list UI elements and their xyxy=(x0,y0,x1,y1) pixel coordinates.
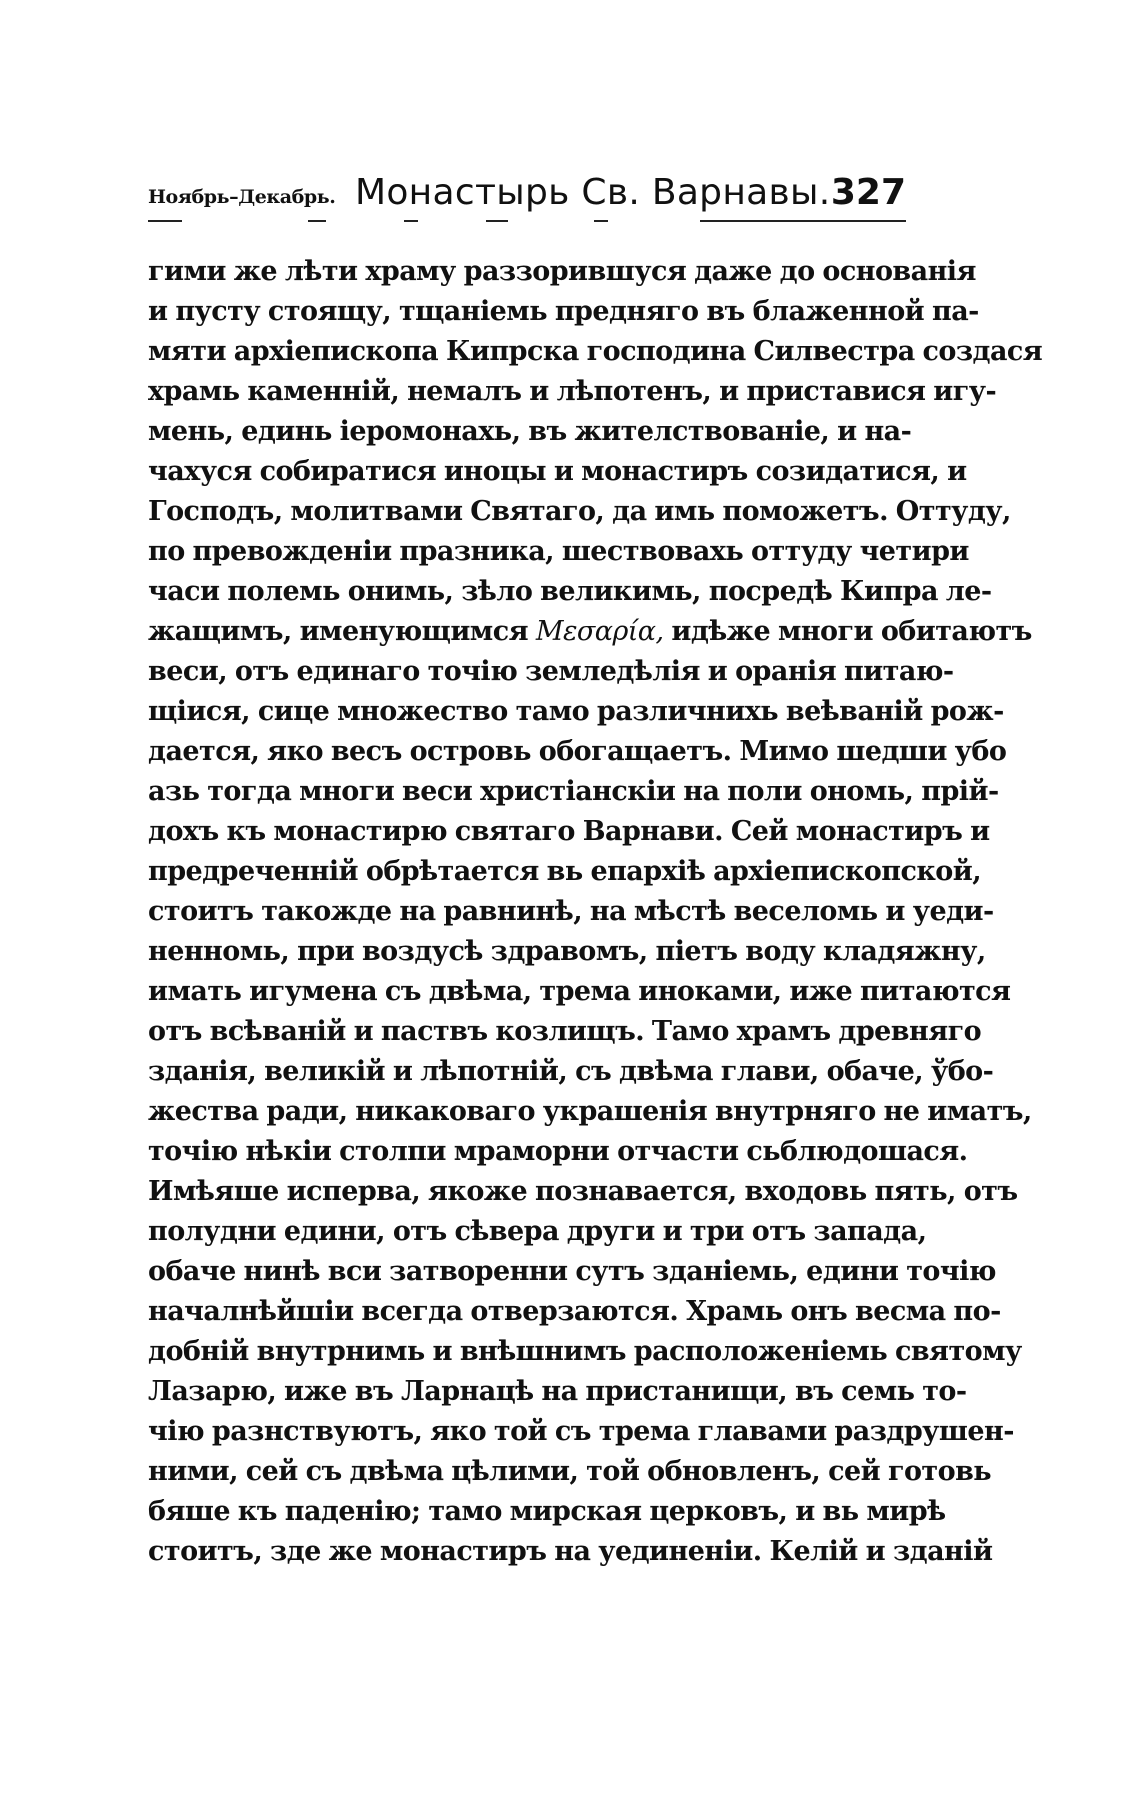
text-line: гими же лѣти храму раззорившуся даже до основанія xyxy=(148,256,976,287)
body-text xyxy=(148,252,1043,1572)
text-line: добній внутрнимь и внѣшнимъ расположеніемь святому xyxy=(148,1336,1022,1367)
text-line: щіися, сице множество тамо различнихь веѣваній рож- xyxy=(148,696,1004,727)
text-line: отъ всѣваній и паствъ козлищъ. Тамо храмъ древняго xyxy=(148,1016,982,1047)
greek-word-mesaria: Μεσαρία, xyxy=(535,616,664,647)
text-line: Имѣяше исперва, якоже познавается, входовь пять, отъ xyxy=(148,1176,1018,1207)
text-line: предреченній обрѣтается вь епархіѣ архіепископской, xyxy=(148,856,982,887)
text-line: имать игумена съ двѣма, трема иноками, иже питаются xyxy=(148,976,1011,1007)
header-rule-segment xyxy=(404,220,418,222)
page-number: 327 xyxy=(830,172,906,213)
text-line: чахуся собиратися иноцы и монастиръ созидатися, и xyxy=(148,456,967,487)
text-line: началнѣйшіи всегда отверзаются. Храмь онъ весма по- xyxy=(148,1296,1001,1327)
text-line-with-greek xyxy=(148,612,1032,652)
header-rule-segment xyxy=(700,220,906,222)
text-line: дохъ къ монастирю святаго Варнави. Сей монастиръ и xyxy=(148,816,990,847)
text-line: веси, отъ единаго точію земледѣлія и оранія питаю- xyxy=(148,656,954,687)
text-segment: жащимъ, именующимся xyxy=(148,616,528,647)
text-line: зданія, великій и лѣпотній, съ двѣма глави, обаче, ўбо- xyxy=(148,1056,994,1087)
header-rule-segment xyxy=(594,220,608,222)
text-line: жества ради, никаковаго украшенія внутрняго не иматъ, xyxy=(148,1096,1032,1127)
running-header-title: Монастырь Св. Варнавы. xyxy=(355,172,831,213)
text-line: стоитъ, зде же монастиръ на уединеніи. Келій и зданій xyxy=(148,1536,993,1567)
text-line: и пусту стоящу, тщаніемь предняго въ блаженной па- xyxy=(148,296,979,327)
text-line: полудни едини, отъ сѣвера други и три отъ запада, xyxy=(148,1216,927,1247)
text-line: Лазарю, иже въ Ларнацѣ на пристанищи, въ семь то- xyxy=(148,1376,967,1407)
header-rule-segment xyxy=(148,220,182,222)
text-line: чію разнствуютъ, яко той съ трема главами раздрушен- xyxy=(148,1416,1014,1447)
text-line: мень, единь іеромонахь, въ жителствованіе, и на- xyxy=(148,416,912,447)
text-segment: идѣже многи обитаютъ xyxy=(671,616,1032,647)
text-line: мяти архіепископа Кипрска господина Силвестра создася xyxy=(148,336,1043,367)
text-line: ненномь, при воздусѣ здравомъ, піетъ воду кладяжну, xyxy=(148,936,986,967)
text-line: часи полемь онимь, зѣло великимь, посредѣ Кипра ле- xyxy=(148,576,992,607)
running-header-months: Ноябрь–Декабрь. xyxy=(148,186,336,208)
running-header xyxy=(148,172,906,222)
text-line: бяше къ паденію; тамо мирская церковъ, и вь мирѣ xyxy=(148,1496,946,1527)
text-line: ними, сей съ двѣма цѣлими, той обновленъ, сей готовь xyxy=(148,1456,992,1487)
header-rule-segment xyxy=(308,220,326,222)
header-rule xyxy=(148,220,906,224)
text-line: азь тогда многи веси христіанскіи на поли ономь, прій- xyxy=(148,776,999,807)
text-line: обаче нинѣ вси затворенни сутъ зданіемь, едини точію xyxy=(148,1256,996,1287)
header-rule-segment xyxy=(486,220,508,222)
text-line: храмь каменній, немалъ и лѣпотенъ, и приставися игу- xyxy=(148,376,997,407)
text-line: дается, яко весъ островь обогащаетъ. Мимо шедши убо xyxy=(148,736,1007,767)
text-line: точію нѣкіи столпи мраморни отчасти сьблюдошася. xyxy=(148,1136,968,1167)
text-line: Господъ, молитвами Святаго, да имь поможетъ. Оттуду, xyxy=(148,496,1011,527)
text-line: по превожденіи празника, шествовахь оттуду четири xyxy=(148,536,969,567)
text-line: стоитъ такожде на равнинѣ, на мѣстѣ веселомь и уеди- xyxy=(148,896,994,927)
